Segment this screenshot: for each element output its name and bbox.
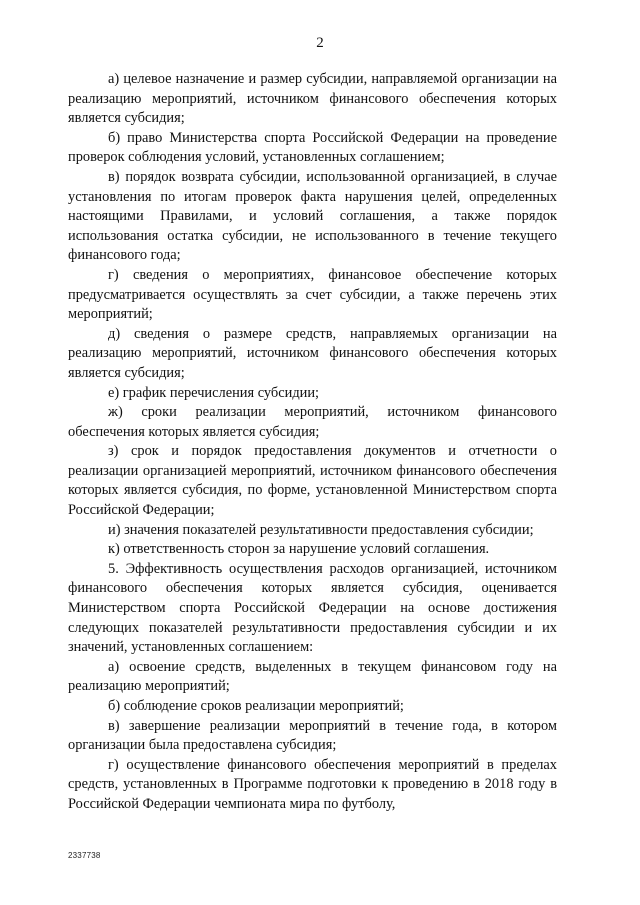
paragraph-zh: ж) сроки реализации мероприятий, источником финансового обеспечения которых является субсидия; [68, 404, 557, 440]
paragraph-d: д) сведения о размере средств, направляемых организации на реализацию мероприятий, источником финансового обеспечения которых является субсидия; [68, 325, 557, 381]
paragraph-v: в) порядок возврата субсидии, использованной организацией, в случае установления по итогам проверок факта нарушения целей, определенных настоящими Правилами, и условий соглашения, а также порядок использования остатка субсидии, не использованного в течение текущего финансового года; [68, 168, 557, 264]
paragraph-z: з) срок и порядок предоставления документов и отчетности о реализации организацией мероприятий, источником финансового обеспечения которых является субсидия, по форме, установленной Министерством спорта Российской Федерации; [68, 443, 557, 519]
paragraph-i: и) значения показателей результативности предоставления субсидии; [108, 521, 534, 538]
paragraph-g: г) сведения о мероприятиях, финансовое обеспечение которых предусматривается осуществлять за счет субсидии, а также перечень этих мероприятий; [68, 266, 557, 323]
paragraph-b: б) право Министерства спорта Российской Федерации на проведение проверок соблюдения условий, установленных соглашением; [68, 129, 557, 166]
paragraph-5-v: в) завершение реализации мероприятий в течение года, в котором организации была предоставлена субсидия; [68, 717, 557, 754]
paragraph-5-b: б) соблюдение сроков реализации мероприятий; [108, 698, 404, 714]
document-body [68, 70, 557, 815]
paragraph-e: е) график перечисления субсидии; [108, 384, 320, 401]
paragraph-5-g: г) осуществление финансового обеспечения мероприятий в пределах средств, установленных в Программе подготовки к проведению в 2018 году в Российской Федерации чемпионата мира по футболу, [68, 756, 557, 812]
paragraph-5-a: а) освоение средств, выделенных в текущем финансовом году на реализацию мероприятий; [68, 658, 557, 695]
paragraph-k: к) ответственность сторон за нарушение условий соглашения. [108, 541, 490, 558]
paragraph-item-5: 5. Эффективность осуществления расходов организацией, источником финансового обеспечения которых является субсидия, оценивается Министерством спорта Российской Федерации на основе достижения следующих показателей результативности предоставления субсидии и их значений, установленных соглашением: [68, 560, 557, 656]
document-code: 2337738 [68, 851, 101, 860]
page-number: 2 [316, 35, 324, 51]
paragraph-a: а) целевое назначение и размер субсидии, направляемой организации на реализацию мероприятий, источником финансового обеспечения которых является субсидия; [68, 71, 557, 127]
